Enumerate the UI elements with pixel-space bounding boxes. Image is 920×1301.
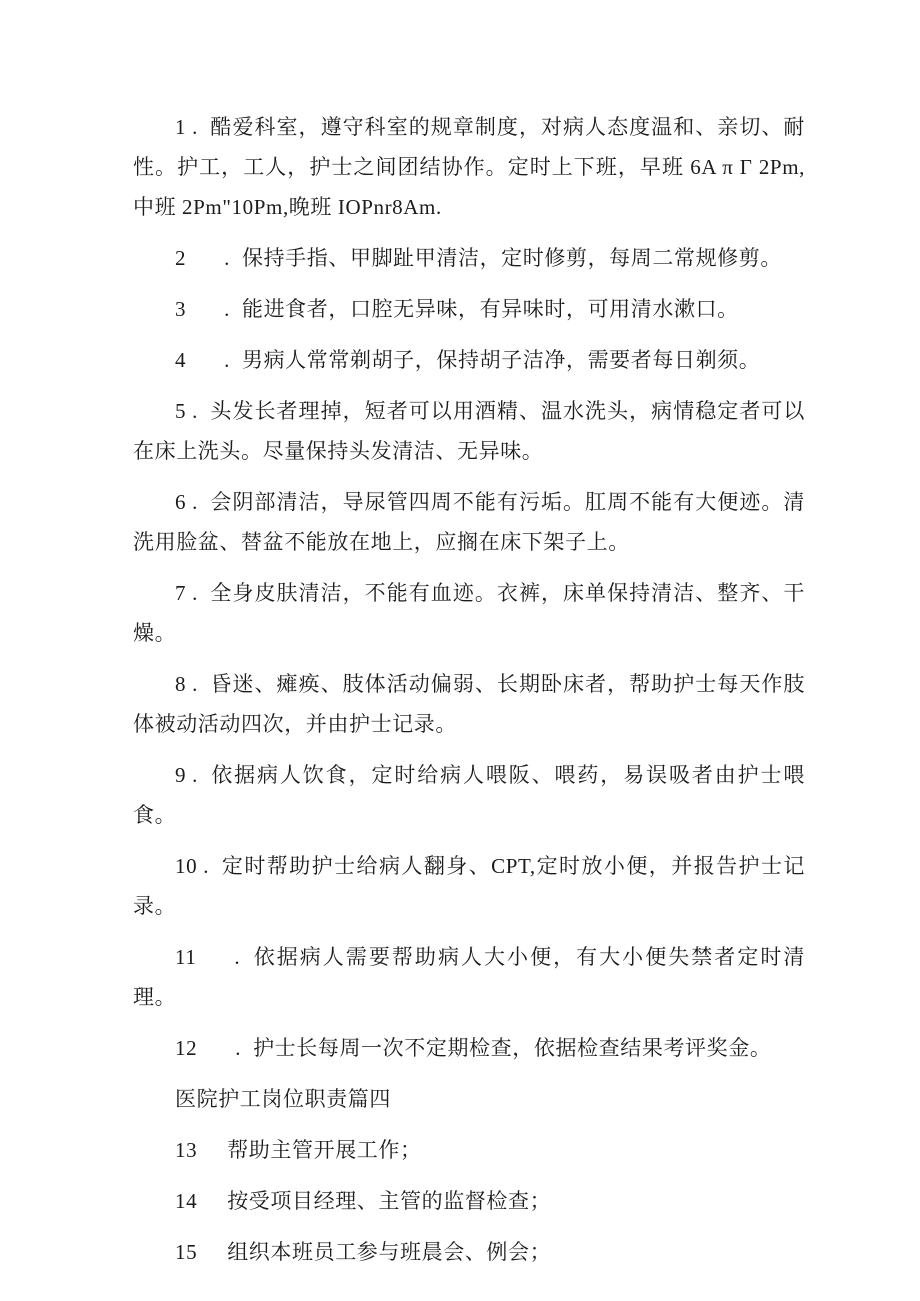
list-item-13 [133,1130,805,1170]
heading-text: 医院护工岗位职责篇四 [175,1087,391,1111]
item-text: 昏迷、瘫痪、肢体活动偏弱、长期卧床者，帮助护士每天作肢体被动活动四次，并由护士记录。 [133,672,805,736]
list-item-1 [133,107,805,227]
list-item-7 [133,573,805,653]
item-separator-dot: . [192,581,198,605]
list-item-12 [133,1028,805,1068]
item-separator-dot: . [224,297,230,321]
item-number: 2 [175,246,187,270]
item-number: 9 [175,763,187,787]
item-text: 全身皮肤清洁，不能有血迹。衣裤，床单保持清洁、整齐、干燥。 [133,581,805,645]
list-item-5 [133,391,805,471]
item-text: 依据病人饮食，定时给病人喂阪、喂药，易误吸者由护士喂食。 [133,763,805,827]
list-item-2 [133,238,805,278]
item-separator-dot: . [203,854,210,878]
item-number: 13 [175,1138,198,1162]
item-number: 11 [175,945,197,969]
list-item-3 [133,289,805,329]
item-separator-dot: . [192,490,198,514]
item-text: 酷爱科室，遵守科室的规章制度，对病人态度温和、亲切、耐性。护工，工人，护士之间团结协作。定时上下班，早班 6A π Γ 2Pm,中班 2Pm"10Pm,晚班 IOPnr8Am. [133,115,805,219]
item-text: 按受项目经理、主管的监督检查； [227,1189,552,1213]
item-text: 依据病人需要帮助病人大小便，有大小便失禁者定时清理。 [133,945,805,1009]
item-number: 5 [175,399,187,423]
item-text: 头发长者理掉，短者可以用酒精、温水洗头，病情稳定者可以在床上洗头。尽量保持头发清洁、无异味。 [133,399,805,463]
item-separator-dot: . [234,945,241,969]
item-number: 14 [175,1189,198,1213]
item-number: 1 [175,115,187,139]
item-separator-dot: . [235,1036,242,1060]
item-number: 6 [175,490,187,514]
item-number: 7 [175,581,187,605]
document-content [133,107,805,1272]
list-item-15 [133,1232,805,1272]
item-separator-dot: . [192,763,198,787]
item-separator-dot: . [224,348,230,372]
item-separator-dot: . [224,246,230,270]
item-number: 15 [175,1240,198,1264]
item-text: 帮助主管开展工作； [227,1138,422,1162]
section-heading [133,1079,805,1119]
item-text: 会阴部清洁，导尿管四周不能有污垢。肛周不能有大便迹。清洗用脸盆、替盆不能放在地上，应搁在床下架子上。 [133,490,805,554]
list-item-6 [133,482,805,562]
item-text: 组织本班员工参与班晨会、例会； [227,1240,552,1264]
item-text: 男病人常常剃胡子，保持胡子洁净，需要者每日剃须。 [241,348,761,372]
item-separator-dot: . [192,115,198,139]
item-text: 定时帮助护士给病人翻身、CPT,定时放小便，并报告护士记录。 [133,854,805,918]
item-number: 4 [175,348,187,372]
item-number: 12 [175,1036,198,1060]
list-item-9 [133,755,805,835]
item-text: 保持手指、甲脚趾甲清洁，定时修剪，每周二常规修剪。 [241,246,782,270]
list-item-10 [133,846,805,926]
list-item-4 [133,340,805,380]
list-item-14 [133,1181,805,1221]
list-item-11 [133,937,805,1017]
item-text: 护士长每周一次不定期检查，依据检查结果考评奖金。 [253,1036,772,1060]
item-number: 3 [175,297,187,321]
item-separator-dot: . [192,672,198,696]
list-item-8 [133,664,805,744]
item-number: 10 [175,854,198,878]
item-separator-dot: . [192,399,198,423]
item-number: 8 [175,672,187,696]
item-text: 能进食者，口腔无异味，有异味时，可用清水漱口。 [241,297,739,321]
